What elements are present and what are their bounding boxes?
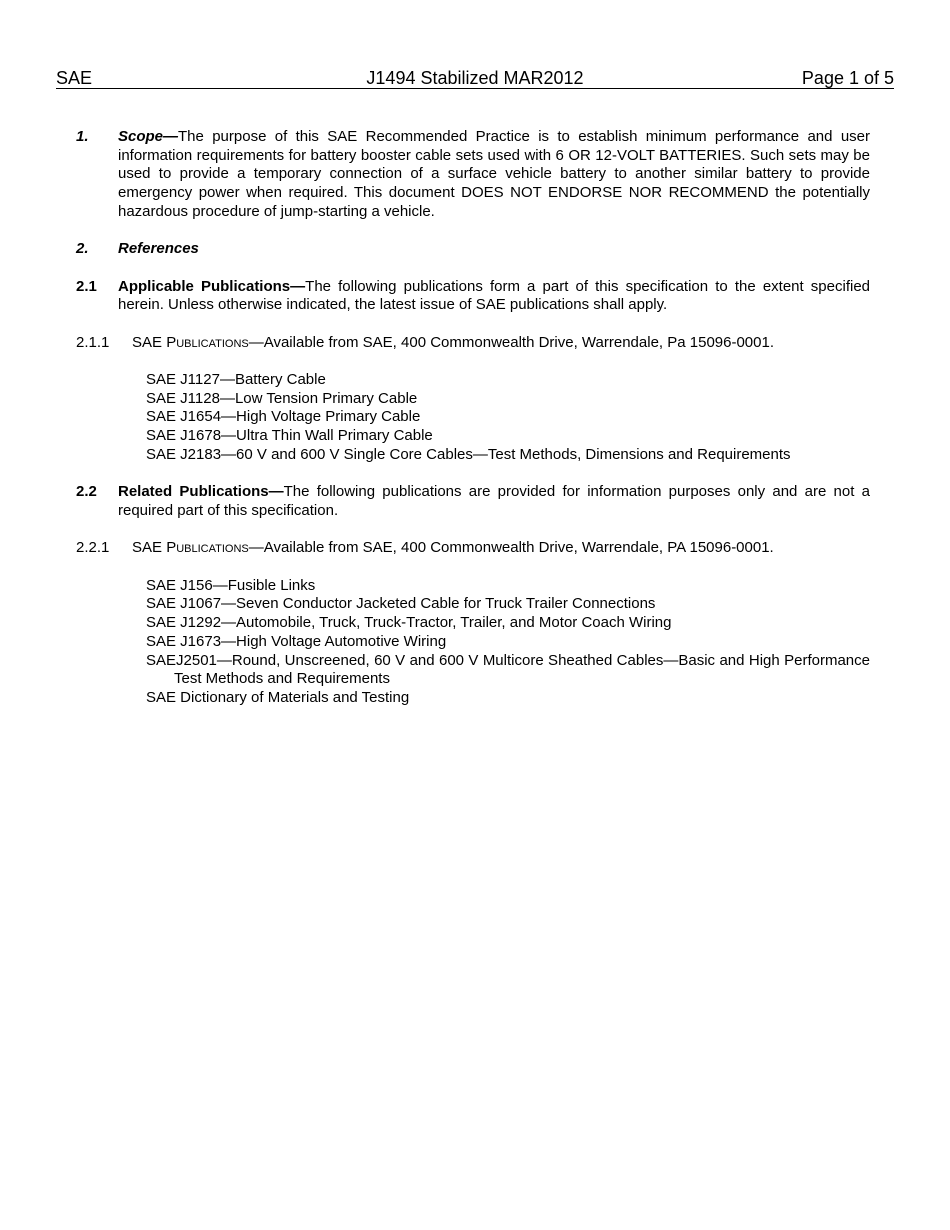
page-header [56,68,894,89]
list-item: SAE J2183—60 V and 600 V Single Core Cables—Test Methods, Dimensions and Requirements [146,445,791,463]
applicable-publications-list [76,371,870,465]
section-references [76,240,870,259]
section-text: —Available from SAE, 400 Commonwealth Drive, Warrendale, Pa 15096-0001. [248,333,774,351]
section-scope [76,128,870,222]
header-doc-id: J1494 Stabilized MAR2012 [366,68,584,88]
section-text: The following publications form a part of this specification to the extent specified herein. Unless otherwise indicated, the latest issue of SAE publications shall apply. [118,277,871,314]
section-number: 2.2.1 [76,539,110,557]
section-text: The purpose of this SAE Recommended Practice is to establish minimum performance and user information requirements for battery booster cable sets used with 6 OR 12-VOLT BATTERIES. Such sets may be used to provide a temporary connection of a surface vehicle battery to another similar battery to provide emergency power when required. This document DOES NOT ENDORSE NOR RECOMMEND the potentially hazardous procedure of jump-starting a vehicle. [118,128,870,220]
list-item: SAE J1654—High Voltage Primary Cable [146,408,421,426]
list-item: SAE J1067—Seven Conductor Jacketed Cable for Truck Trailer Connections [146,595,656,613]
list-item: SAEJ2501—Round, Unscreened, 60 V and 600 V Multicore Sheathed Cables—Basic and High Performance Test Methods and Requirements [146,651,870,688]
section-sae-publications-applicable [76,334,870,353]
section-title: Applicable Publications— [118,277,306,295]
section-number: 1. [76,128,89,145]
header-org: SAE [56,68,93,88]
section-prefix: SAE [132,333,167,351]
section-title: Related Publications— [118,483,284,501]
related-publications-list [76,577,870,708]
header-page-number: Page 1 of 5 [801,68,894,88]
section-title: References [118,240,199,258]
list-item: SAE J1292—Automobile, Truck, Truck-Tractor, Trailer, and Motor Coach Wiring [146,614,672,632]
section-number: 2.1.1 [76,333,110,351]
list-item: SAE J1678—Ultra Thin Wall Primary Cable [146,427,433,445]
section-number: 2. [76,240,89,258]
section-prefix: SAE [132,539,167,557]
section-caps-title: Publications [166,333,249,351]
list-item: SAE J156—Fusible Links [146,576,316,594]
list-item: SAE J1128—Low Tension Primary Cable [146,389,418,407]
list-item: SAE Dictionary of Materials and Testing [146,688,410,706]
section-sae-publications-related [76,539,870,558]
list-item: SAE J1127—Battery Cable [146,371,326,389]
section-text: The following publications are provided for information purposes only and are not a required part of this specification. [118,483,870,519]
section-text: —Available from SAE, 400 Commonwealth Drive, Warrendale, PA 15096-0001. [248,539,774,557]
section-number: 2.1 [76,277,97,295]
section-caps-title: Publications [166,539,249,557]
section-applicable-publications [76,278,870,315]
list-item: SAE J1673—High Voltage Automotive Wiring [146,632,447,650]
document-body [76,128,870,708]
section-title: Scope— [118,128,179,145]
section-number: 2.2 [76,483,97,501]
section-related-publications [76,483,870,520]
